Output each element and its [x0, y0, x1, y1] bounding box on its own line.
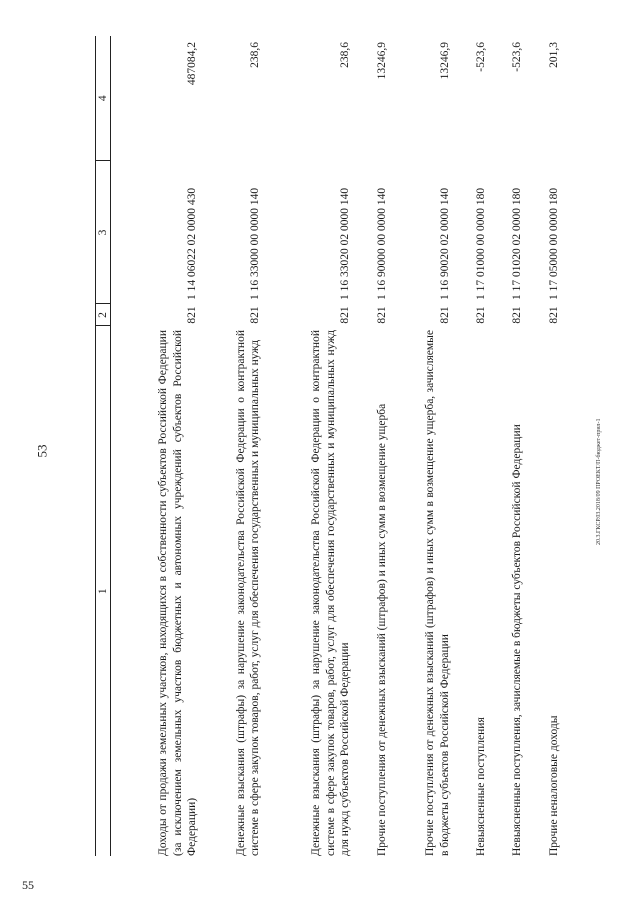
column-header: 3: [96, 161, 111, 304]
table-row: [202, 36, 265, 856]
budget-code-cell: 1 16 90000 00 0000 140: [375, 187, 388, 300]
amount-cell: 201,3: [547, 42, 560, 68]
amount-cell: -523,6: [474, 42, 487, 72]
budget-code-cell: 1 16 90020 02 0000 140: [438, 187, 451, 300]
rotated-table-wrapper: [95, 36, 563, 856]
budget-code-cell: 1 17 01020 02 0000 180: [511, 187, 524, 300]
amount-cell: 13246,9: [438, 42, 451, 80]
table-row: [454, 36, 490, 856]
revenue-name-cell: Прочие поступления от денежных взысканий (штрафов) и иных сумм в возмещение ущерба, зачисляемые в бюджеты субъектов Российской Федерации: [424, 330, 451, 856]
table-row: [111, 36, 202, 856]
revenue-table: [95, 36, 563, 856]
budget-code-cell: 1 16 33020 02 0000 140: [339, 187, 352, 300]
revenue-name-cell: Денежные взыскания (штрафы) за нарушение законодательства Российской Федерации о контрактной системе в сфере закупок товаров, работ, услуг для обеспечения государственных и муниципальных нужд: [234, 330, 262, 856]
amount-cell: -523,6: [511, 42, 524, 72]
amount-cell: 13246,9: [375, 42, 388, 80]
budget-code-cell: 1 17 05000 00 0000 180: [547, 187, 560, 300]
budget-code-cell: 1 16 33000 00 0000 140: [249, 187, 262, 300]
revenue-name-cell: Невыясненные поступления, зачисляемые в бюджеты субъектов Российской Федерации: [511, 424, 524, 856]
column-header: 1: [96, 326, 111, 856]
revenue-name-cell: Прочие поступления от денежных взысканий (штрафов) и иных сумм в возмещение ущерба: [375, 403, 388, 856]
table-header-row: [96, 36, 111, 856]
table-row: [490, 36, 526, 856]
revenue-name-cell: Доходы от продажи земельных участков, находящихся в собственности субъектов Российской Федерации (за исключением земельных участков бюджетных и автономных учреждений субъектов Российской Федерации): [157, 330, 199, 856]
administrator-code-cell: 821: [339, 306, 352, 324]
page-number-bottom: 55: [22, 878, 34, 892]
budget-code-cell: 1 17 01000 00 0000 180: [474, 187, 487, 300]
administrator-code-cell: 821: [186, 306, 199, 324]
table-row: [265, 36, 355, 856]
administrator-code-cell: 821: [511, 306, 524, 324]
table-row: [527, 36, 563, 856]
table-row: [355, 36, 391, 856]
administrator-code-cell: 821: [375, 306, 388, 324]
column-header: 4: [96, 36, 111, 161]
amount-cell: 238,6: [339, 42, 352, 68]
budget-code-cell: 1 14 06022 02 0000 430: [186, 187, 199, 300]
table-row: [391, 36, 454, 856]
administrator-code-cell: 821: [249, 306, 262, 324]
revenue-name-cell: Денежные взыскания (штрафы) за нарушение законодательства Российской Федерации о контрактной системе в сфере закупок товаров, работ, услуг для обеспечения государственных и муниципальных нужд для нужд субъектов Российской Федерации: [310, 330, 352, 856]
column-header: 2: [96, 304, 111, 326]
administrator-code-cell: 821: [438, 306, 451, 324]
administrator-code-cell: 821: [474, 306, 487, 324]
document-footer-code: 20.3.ГКСР.03.2018/09 ПРОЕКТ/П-бюджет-прил-1: [596, 418, 602, 545]
amount-cell: 487084,2: [186, 42, 199, 86]
page-number-top: 53: [34, 444, 50, 458]
revenue-name-cell: Прочие неналоговые доходы: [547, 715, 560, 856]
revenue-name-cell: Невыясненные поступления: [474, 717, 487, 856]
amount-cell: 238,6: [249, 42, 262, 68]
administrator-code-cell: 821: [547, 306, 560, 324]
